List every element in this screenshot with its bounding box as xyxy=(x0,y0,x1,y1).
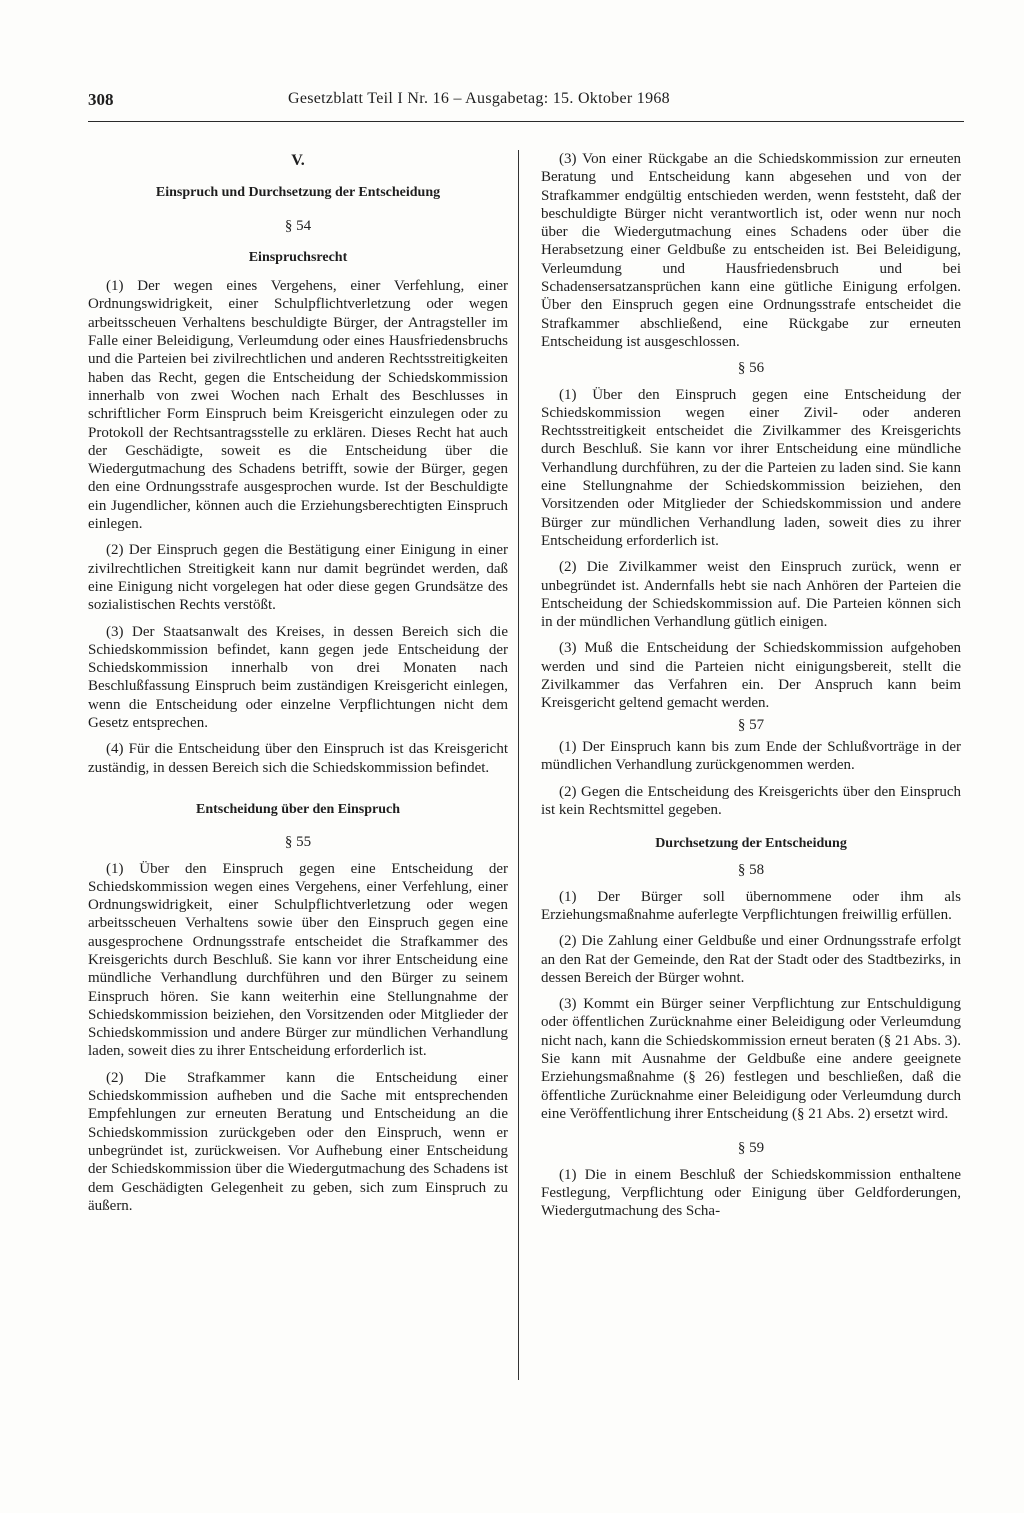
right-column xyxy=(541,150,961,1220)
paragraph-number-58: § 58 xyxy=(737,862,765,879)
paragraph-number-57: § 57 xyxy=(737,716,765,733)
s54-p2: (2) Der Einspruch gegen die Bestätigung einer Einigung in einer zivilrechtlichen Streitigkeit kann nur damit begründet werden, daß eine Einigung nicht vorgelegen hat oder diese gegen Grundsätze des sozialistischen Rechts verstößt. xyxy=(88,542,508,614)
s56-p3: (3) Muß die Entscheidung der Schiedskommission aufgehoben werden und sind die Parteien nicht einigungsbereit, stellt die Zivilkammer das Verfahren ein. Der Anspruch kann beim Kreisgericht geltend gemacht werden. xyxy=(541,640,961,712)
left-column xyxy=(88,152,508,1215)
s57-p2: (2) Gegen die Entscheidung des Kreisgerichts über den Einspruch ist kein Rechtsmittel gegeben. xyxy=(541,783,961,818)
page-number: 308 xyxy=(88,90,114,109)
running-title: Gesetzblatt Teil I Nr. 16 – Ausgabetag: 15. Oktober 1968 xyxy=(288,90,670,107)
subheading-entscheidung: Entscheidung über den Einspruch xyxy=(196,801,400,817)
header-rule xyxy=(88,121,964,122)
column-divider xyxy=(518,150,519,1380)
paragraph-number-55: § 55 xyxy=(284,834,312,851)
subheading-durchsetzung: Durchsetzung der Entscheidung xyxy=(655,836,847,852)
s58-p2: (2) Die Zahlung einer Geldbuße und einer Ordnungsstrafe erfolgt an den Rat der Gemeinde, den Rat der Stadt oder des Stadtbezirks, in dessen Bereich der Bürger wohnt. xyxy=(541,933,961,986)
s55-p1: (1) Über den Einspruch gegen eine Entscheidung der Schiedskommission wegen eines Vergehens, einer Verfehlung, einer Ordnungswidrigkeit, einer Schulpflichtverletzung oder wegen arbeitsscheuen Verhaltens sowie über den Einspruch gegen eine ausgesprochene Ordnungsstrafe entscheidet die Strafkammer des Kreisgerichts durch Beschluß. Sie kann vor ihrer Entscheidung eine mündliche Verhandlung durchführen und den Bürger zu seinem Einspruch hören. Sie kann weiterhin eine Stellungnahme der Schiedskommission beiziehen, den Vorsitzenden oder Mitglieder der Schiedskommission und andere Bürger zur mündlichen Verhandlung laden, soweit dies zu ihrer Entscheidung erforderlich ist. xyxy=(88,860,508,1060)
paragraph-number-56: § 56 xyxy=(737,360,765,377)
section-title: Einspruch und Durchsetzung der Entscheidung xyxy=(155,185,441,201)
paragraph-number-54: § 54 xyxy=(284,217,312,234)
s54-p1: (1) Der wegen eines Vergehens, einer Verfehlung, einer Ordnungswidrigkeit, einer Schulpflichtverletzung oder wegen arbeitsscheuen Verhaltens beschuldigte Bürger, der Antragsteller im Falle einer Beleidigung, Verleumdung oder eines Hausfriedensbruchs und die Parteien bei zivilrechtlichen und anderen Rechtsstreitigkeiten haben das Recht, gegen die Entscheidung der Schiedskommission innerhalb von zwei Wochen nach Erhalt des Beschlusses in schriftlicher Form Einspruch beim Kreisgericht einzulegen oder zu Protokoll der Rechtsantragsstelle zu erklären. Dieses Recht hat auch der Geschädigte, soweit es die Entscheidung über die Wiedergutmachung des Schadens betrifft, sowie der Bürger, gegen den eine Ordnungsstrafe ausgesprochen wurde. Ist der Beschuldigte ein Jugendlicher, können auch die Erziehungsberechtigten Einspruch einlegen. xyxy=(88,278,508,533)
s56-p2: (2) Die Zivilkammer weist den Einspruch zurück, wenn er unbegründet ist. Andernfalls hebt sie nach Anhören der Parteien die Entscheidung der Schiedskommission auf. Die Parteien können sich in der mündlichen Verhandlung gütlich einigen. xyxy=(541,559,961,631)
s54-p4: (4) Für die Entscheidung über den Einspruch ist das Kreisgericht zuständig, in dessen Bereich sich die Schiedskommission befindet. xyxy=(88,741,508,776)
s57-p1: (1) Der Einspruch kann bis zum Ende der Schlußvorträge in der mündlichen Verhandlung zurückgenommen werden. xyxy=(541,738,961,774)
paragraph-number-59: § 59 xyxy=(737,1140,765,1157)
s54-p3: (3) Der Staatsanwalt des Kreises, in dessen Bereich sich die Schiedskommission befindet, kann gegen jede Entscheidung der Schiedskommission innerhalb von drei Monaten nach Beschlußfassung Einspruch beim zuständigen Kreisgericht einlegen, wenn die Entscheidung oder einzelne Verpflichtungen nicht dem Gesetz entsprechen. xyxy=(88,623,508,732)
section-numeral: V. xyxy=(291,152,305,169)
s58-p3: (3) Kommt ein Bürger seiner Verpflichtung zur Entschuldigung oder öffentlichen Zurücknahme einer Beleidigung oder Verleumdung nicht nach, kann die Schiedskommission erneut beraten (§ 21 Abs. 3). Sie kann mit Ausnahme der Geldbuße eine andere geeignete Erziehungsmaßnahme (§ 26) festlegen und beschließen, daß die öffentliche Zurücknahme einer Beleidigung oder Verleumdung durch eine Veröffentlichung ihrer Entscheidung (§ 21 Abs. 2) ersetzt wird. xyxy=(541,996,961,1122)
s55-p3: (3) Von einer Rückgabe an die Schiedskommission zur erneuten Beratung und Entscheidung kann abgesehen und von der Strafkammer endgültig entschieden werden, wenn feststeht, daß der beschuldigte Bürger nicht verantwortlich ist, oder wenn nur noch über die Wiedergutmachung eines Schadens oder über die Herabsetzung einer Geldbuße zu entscheiden ist. Bei Beleidigung, Verleumdung und Hausfriedensbruch und bei Schadensersatzansprüchen kann eine gütliche Einigung erfolgen. Über den Einspruch gegen eine Ordnungsstrafe entscheidet die Strafkammer abschließend, eine Rückgabe zur erneuten Entscheidung ist ausgeschlossen. xyxy=(541,151,961,350)
s59-p1: (1) Die in einem Beschluß der Schiedskommission enthaltene Festlegung, Verpflichtung oder Einigung über Geldforderungen, Wiedergutmachung des Scha- xyxy=(541,1166,961,1220)
page-header xyxy=(88,90,964,114)
s56-p1: (1) Über den Einspruch gegen eine Entscheidung der Schiedskommission wegen einer Zivil- oder anderen Rechtsstreitigkeit entscheidet die Zivilkammer des Kreisgerichts durch Beschluß. Sie kann vor ihrer Entscheidung eine mündliche Verhandlung durchführen, zu der die Parteien zu laden sind. Sie kann eine Stellungnahme der Schiedskommission beiziehen, den Vorsitzenden oder Mitglieder der Schiedskommission und andere Bürger zur mündlichen Verhandlung laden, soweit dies zu ihrer Entscheidung erforderlich ist. xyxy=(541,386,961,549)
s55-p2: (2) Die Strafkammer kann die Entscheidung einer Schiedskommission aufheben und die Sache mit entsprechenden Empfehlungen zur erneuten Beratung und Entscheidung an die Schiedskommission zurückgeben oder den Einspruch, wenn er unbegründet ist, zurückweisen. Vor Aufhebung einer Entscheidung der Schiedskommission über die Wiedergutmachung des Schadens ist dem Geschädigten Gelegenheit zu geben, sich zum Einspruch zu äußern. xyxy=(88,1069,508,1214)
paragraph-title-54: Einspruchsrecht xyxy=(248,249,348,265)
s58-p1: (1) Der Bürger soll übernommene oder ihm als Erziehungsmaßnahme auferlegte Verpflichtungen freiwillig erfüllen. xyxy=(541,888,961,923)
